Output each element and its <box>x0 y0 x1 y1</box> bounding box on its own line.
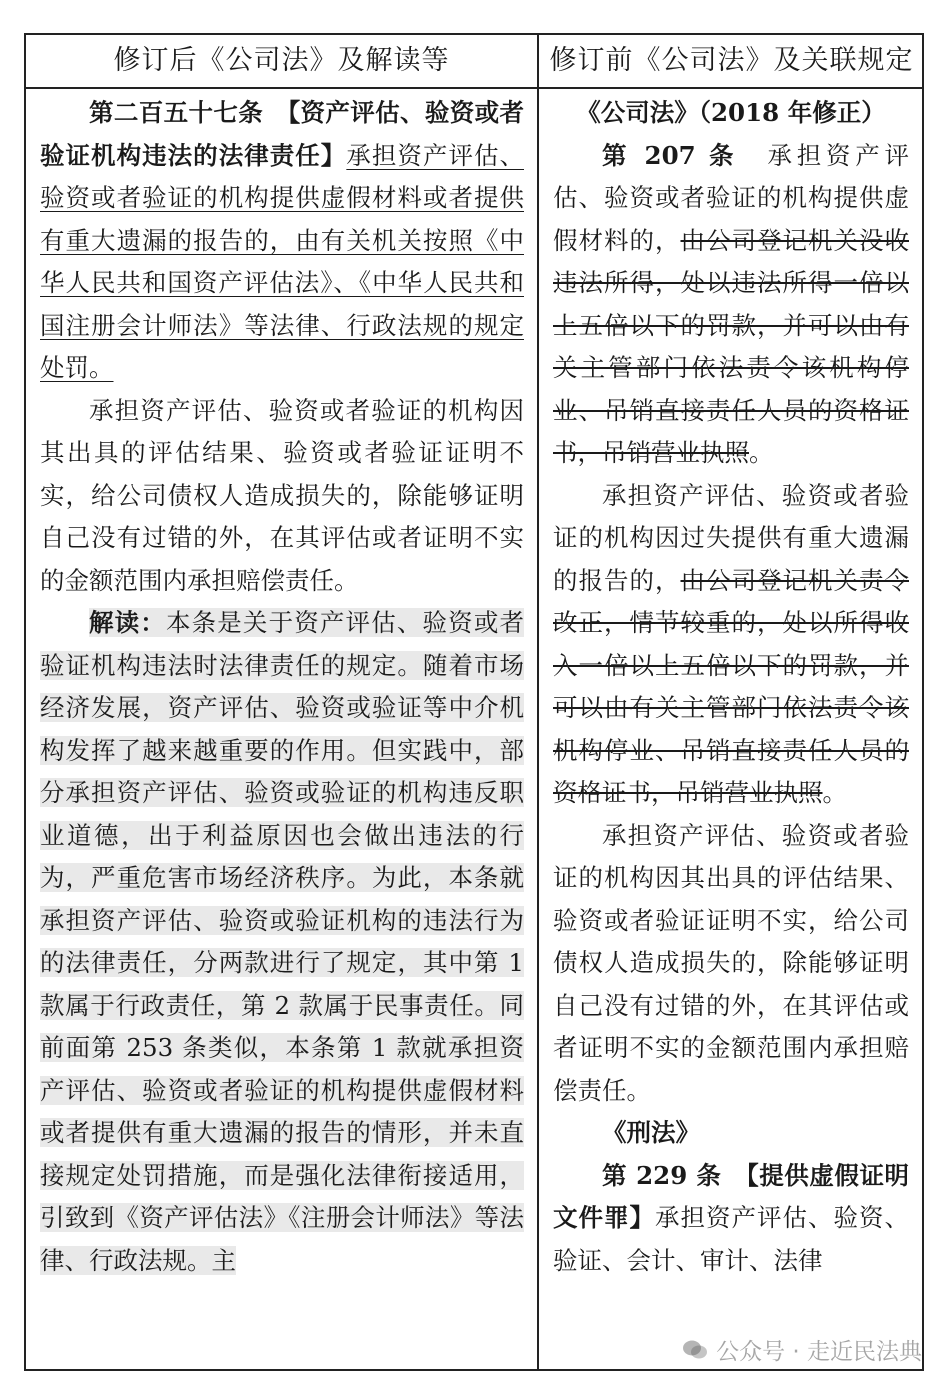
article-207-label: 第 207 条 <box>602 140 739 170</box>
header-right: 修订前《公司法》及关联规定 <box>549 45 914 76</box>
article-257 <box>40 92 524 390</box>
article-257-title: 第二百五十七条 【资产评估、验资或者验证机构违法的法律责任】 <box>40 98 524 170</box>
article-257-para-2: 承担资产评估、验资或者验证的机构因其出具的评估结果、验资或者验证证明不实，给公司债权人造成损失的，除能够证明自己没有过错的外，在其评估或者证明不实的金额范围内承担赔偿责任。 <box>40 395 524 595</box>
interpretation-body: 本条是关于资产评估、验资或者验证机构违法时法律责任的规定。随着市场经济发展，资产评估、验资或验证等中介机构发挥了越来越重要的作用。但实践中，部分承担资产评估、验资或验证的机构违反职业道德，出于利益原因也会做出违法的行为，严重危害市场经济秩序。为此，本条就承担资产评估、验资或验证机构的违法行为的法律责任，分两款进行了规定，其中第 1 款属于行政责任，第 2 款属于民事责任。同前面第 253 条类似，本条第 1 款就承担资产评估、验资或者验证的机构提供虚假材料或者提供有重大遗漏的报告的情形，并未直接规定处罚措施，而是强化法律衔接适用，引致到《资产评估法》《注册会计师法》等法律、行政法规。主 <box>40 608 524 1275</box>
right-column <box>553 92 909 1367</box>
article-207-end: 。 <box>749 438 774 467</box>
watermark <box>682 1333 922 1366</box>
interpretation-label: 解读： <box>89 608 166 637</box>
law-title-company-law: 《公司法》（2018 年修正） <box>576 98 886 127</box>
article-207-para-2 <box>553 475 909 815</box>
left-column <box>40 92 524 1362</box>
para-2-end: 。 <box>822 778 847 807</box>
article-229-body: 承担资产评估、验资、验证、会计、审计、法律 <box>553 1203 909 1275</box>
comparison-table <box>24 33 924 1371</box>
watermark-text: 公众号 · 走近民法典 <box>716 1339 922 1365</box>
article-229-label: 第 229 条 【提供虚假证明文件罪】 <box>553 1160 909 1232</box>
wechat-icon <box>682 1339 708 1361</box>
article-207 <box>553 135 909 475</box>
interpretation <box>40 602 524 1282</box>
para-2-deleted-text: 由公司登记机关责令改正，情节较重的，处以所得收入一倍以上五倍以下的罚款，并可以由有关主管部门依法责令该机构停业、吊销直接责任人员的资格证书，吊销营业执照 <box>553 565 909 807</box>
article-207-text: 承担资产评估、验资或者验证的机构提供虚假材料的， <box>553 140 909 255</box>
article-229 <box>553 1155 909 1283</box>
law-title-criminal-law: 《刑法》 <box>602 1118 700 1147</box>
header-left: 修订后《公司法》及解读等 <box>113 45 450 76</box>
article-257-body: 承担资产评估、验资或者验证的机构提供虚假材料或者提供有重大遗漏的报告的，由有关机关按照《中华人民共和国资产评估法》、《中华人民共和国注册会计师法》等法律、行政法规的规定处罚。 <box>40 140 524 382</box>
header-divider <box>26 87 922 89</box>
column-divider <box>537 35 539 1369</box>
article-207-deleted-text: 由公司登记机关没收违法所得，处以违法所得一倍以上五倍以下的罚款，并可以由有关主管部门依法责令该机构停业、吊销直接责任人员的资格证书，吊销营业执照 <box>553 225 909 467</box>
article-207-para-3: 承担资产评估、验资或者验证的机构因其出具的评估结果、验资或者验证证明不实，给公司债权人造成损失的，除能够证明自己没有过错的外，在其评估或者证明不实的金额范围内承担赔偿责任。 <box>553 820 909 1105</box>
para-2-text: 承担资产评估、验资或者验证的机构因过失提供有重大遗漏的报告的， <box>553 480 909 595</box>
